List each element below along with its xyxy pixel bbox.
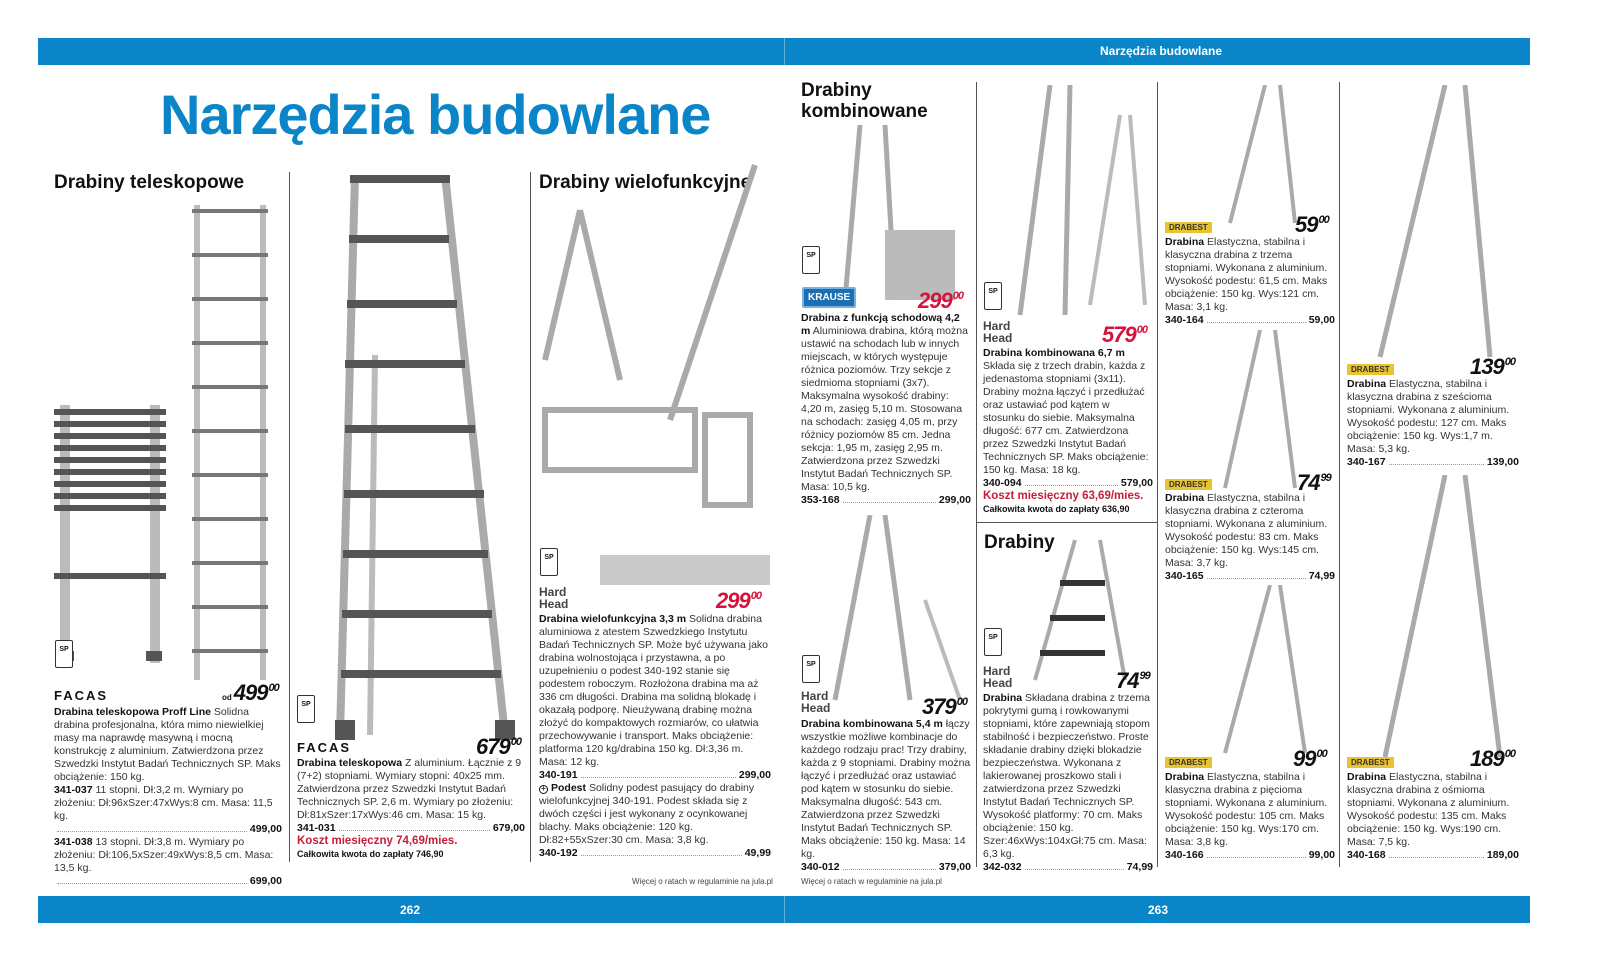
- price-tag: $299^{00}$: [918, 288, 963, 313]
- product-folding-step-ladder: Drabina Składana drabina z trzema pokrytymi gumą i rowkowanymi stopniami, które zapewniają stopom stabilność i bezpieczeństwo. Proste składanie drabiny dzięki blokadzie bezpieczeństwa. Wykonana z lakierowanej proszkowo stali i zatwierdzona przez Szwedzki Instytut Badań Technicznych SP. Wysokość platformy: 70 cm. Maks obciążenie: 150 kg. Szer:46xWys:104xGł:75 cm. Masa: 6,3 kg. 342-032 74,99: [983, 692, 1153, 873]
- header-bar: [38, 38, 1530, 65]
- price-tag: $74^{99}$: [1297, 470, 1331, 495]
- product-name: Drabina teleskopowa Proff Line: [54, 706, 211, 718]
- total-amount: Całkowita kwota do zapłaty 746,90: [297, 849, 444, 859]
- installment-footnote-left: Więcej o ratach w regulaminie na jula.pl: [632, 877, 773, 886]
- brand-logo-drabest: DRABEST: [1165, 757, 1212, 768]
- monthly-rate: Koszt miesięczny 74,69/mies.: [297, 835, 458, 847]
- telescopic-ladder-folded-image: [54, 405, 166, 663]
- section-title-telescopic: Drabiny teleskopowe: [54, 172, 245, 193]
- price-tag: $189^{00}$: [1470, 746, 1515, 771]
- product-name: Drabina: [983, 692, 1023, 704]
- product-name: Drabina z funkcją schodową 4,2 m: [801, 312, 960, 337]
- combination-ladder-54-image: [830, 515, 965, 705]
- sp-certification-icon: SP: [984, 282, 1002, 310]
- product-name: Drabina: [1165, 492, 1205, 504]
- sp-certification-icon: SP: [802, 655, 820, 683]
- product-step-ladder-3: Drabina Elastyczna, stabilna i klasyczna drabina z trzema stopniami. Wykonana z aluminium. Wysokość podestu: 61,5 cm. Maks obciążenie: 150 kg. Wys:121 cm. Masa: 3,1 kg. 340-164 59,00: [1165, 236, 1335, 326]
- price-tag: $679^{00}$: [476, 734, 521, 759]
- product-name: Drabina: [1347, 378, 1387, 390]
- product-combination-ladder-67: Drabina kombinowana 6,7 m Składa się z trzech drabin, każda z jedenastoma stopniami (3x11). Drabiny można łączyć i przedłużać oraz ustawiać pod kątem w stosunku do siebie. Maksymalna długość: 677 cm. Zatwierdzona przez Szwedzki Instytut Badań Technicznych SP. Maks obciążenie: 150 kg. Masa: 18 kg. 340-094 579,00 Koszt miesięczny 63,69/mies. Całkowita kwota do zapłaty 636,90: [983, 347, 1153, 514]
- telescopic-a-frame-ladder-image: [335, 175, 515, 745]
- section-title-multifunction: Drabiny wielofunkcyjne: [539, 172, 752, 193]
- price-tag: $99^{00}$: [1293, 746, 1327, 771]
- price-tag: $579^{00}$: [1102, 322, 1147, 347]
- brand-logo-hardhead: Hard Head: [801, 689, 831, 715]
- brand-logo-krause: KRAUSE: [802, 287, 856, 308]
- step-ladder-4-image: [1220, 330, 1300, 490]
- product-telescopic-proff-line: Drabina teleskopowa Proff Line Solidna drabina profesjonalna, która mimo niewielkiej masy ma naprawdę masywną i mocną konstrukcję z aluminium. Zatwierdzona przez Szwedzki Instytut Badań Technicznych SP. Maks obciążenie: 150 kg. 341-037 11 stopni. Dł:3,2 m. Wymiary po złożeniu: Dł:96xSzer:47xWys:8 cm. Masa: 11,5 kg. 499,00 341-038 13 stopni. Dł:3,8 m. Wymiary po złożeniu: Dł:106,5xSzer:49xWys:8,5 cm. Masa: 13,5 kg. 699,00: [54, 706, 282, 887]
- brand-logo-drabest: DRABEST: [1165, 479, 1212, 490]
- brand-logo-drabest: DRABEST: [1347, 364, 1394, 375]
- sp-certification-icon: SP: [984, 628, 1002, 656]
- brand-logo-drabest: DRABEST: [1347, 757, 1394, 768]
- product-name: Drabina kombinowana 5,4 m: [801, 718, 943, 730]
- column-divider: [1339, 82, 1340, 867]
- step-ladder-8-image: [1380, 475, 1505, 760]
- stair-function-ladder-image: [840, 125, 960, 305]
- page-split: [784, 38, 785, 65]
- section-title-ladders: Drabiny: [984, 532, 1055, 553]
- monthly-rate: Koszt miesięczny 63,69/mies.: [983, 490, 1144, 502]
- header-right-title: Narzędzia budowlane: [1100, 44, 1223, 58]
- product-step-ladder-6: Drabina Elastyczna, stabilna i klasyczna drabina z sześcioma stopniami. Wykonana z aluminium. Wysokość podestu: 127 cm. Maks obciążenie: 150 kg. Wys:1,7 m. Masa: 5,3 kg. 340-167 139,00: [1347, 378, 1519, 468]
- price-tag: $59^{00}$: [1295, 212, 1329, 237]
- product-name: Drabina: [1165, 236, 1205, 248]
- column-divider: [976, 82, 977, 867]
- telescopic-ladder-extended-image: [190, 205, 270, 680]
- column-divider: [530, 172, 531, 862]
- column-divider: [289, 172, 290, 862]
- product-combination-ladder-54: Drabina kombinowana 5,4 m łączy wszystkie możliwe kombinacje do każdego rodzaju prac! Trzy drabiny, każda z 9 stopniami. Drabiny można łączyć i przedłużać oraz ustawiać pod kątem w stosunku do siebie. Maksymalna długość: 543 cm. Zatwierdzona przez Szwedzki Instytut Badań Technicznych SP. Maks obciążenie: 150 kg. Masa: 14 kg. 340-012 379,00: [801, 718, 971, 873]
- column-divider: [1157, 82, 1158, 867]
- product-name: Drabina teleskopowa: [297, 757, 403, 769]
- multifunction-ladder-image: [540, 160, 770, 600]
- brand-logo-hardhead: Hard Head: [983, 319, 1013, 345]
- price-tag: $299^{00}$: [716, 588, 761, 613]
- page-title: Narzędzia budowlane: [160, 83, 711, 146]
- folding-step-ladder-image: [1030, 535, 1130, 685]
- brand-logo-facas: FACAS: [54, 688, 109, 703]
- product-name: Drabina: [1347, 771, 1387, 783]
- page-number-right: 263: [1148, 903, 1169, 917]
- section-title-combination: Drabiny kombinowane: [801, 80, 928, 122]
- combination-ladder-67-image: [1010, 85, 1150, 320]
- total-amount: Całkowita kwota do zapłaty 636,90: [983, 504, 1130, 514]
- product-step-ladder-4: Drabina Elastyczna, stabilna i klasyczna drabina z czteroma stopniami. Wykonana z aluminium. Wysokość podestu: 83 cm. Maks obciążenie: 150 kg. Wys:145 cm. Masa: 3,7 kg. 340-165 74,99: [1165, 492, 1335, 582]
- brand-logo-facas: FACAS: [297, 740, 352, 755]
- plus-icon: +: [539, 785, 548, 794]
- step-ladder-3-image: [1225, 85, 1300, 225]
- product-step-ladder-5: Drabina Elastyczna, stabilna i klasyczna drabina z pięcioma stopniami. Wykonana z aluminium. Wysokość podestu: 105 cm. Maks obciążenie: 150 kg. Wys:170 cm. Masa: 3,8 kg. 340-166 99,00: [1165, 771, 1335, 861]
- step-ladder-6-image: [1375, 85, 1495, 360]
- brand-logo-drabest: DRABEST: [1165, 222, 1212, 233]
- row-divider: [976, 522, 1157, 523]
- sp-certification-icon: SP: [297, 695, 315, 723]
- price-tag: $139^{00}$: [1470, 354, 1515, 379]
- price-tag: $74^{99}$: [1116, 668, 1150, 693]
- product-stair-function-ladder: Drabina z funkcją schodową 4,2 m Aluminiowa drabina, którą można ustawić na schodach lub w innych miejscach, w których występuje różnica poziomów. Trzy sekcje z siedmioma stopniami (3x7). Maksymalna wysokość drabiny: 4,20 m, zasięg 5,10 m. Stosowana na schodach: zasięg 4,05 m, przy różnicy poziomów 85 cm. Jedna sekcja: 1,95 m, zasięg 2,95 m. Zatwierdzona przez Szwedzki Instytut Badań Technicznych SP. Masa: 10,5 kg. 353-168 299,00: [801, 312, 971, 506]
- installment-footnote-right: Więcej o ratach w regulaminie na jula.pl: [801, 877, 942, 886]
- step-ladder-5-image: [1215, 585, 1310, 755]
- product-name: Drabina wielofunkcyjna 3,3 m: [539, 613, 687, 625]
- product-name: Drabina kombinowana 6,7 m: [983, 347, 1125, 359]
- price-tag: $379^{00}$: [922, 694, 967, 719]
- price-tag: $od499^{00}$: [222, 680, 279, 705]
- product-multifunction-ladder: Drabina wielofunkcyjna 3,3 m Solidna drabina aluminiowa z atestem Szwedzkiego Instytutu Badań Technicznych SP. Może być używana jako drabina wolnostojąca i przystawna, a po uzupełnieniu o podest 340-192 stanie się podestem roboczym. Rozłożona drabina ma aż 336 cm długości. Drabina ma solidną blokadę i okazałą podporę. Nieużywaną drabinę można złożyć do kompaktowych rozmiarów, co ułatwia przechowywanie i transport. Maks obciążenie: platforma 120 kg/drabina 150 kg. Dł:3,36 m. Masa: 12 kg. 340-191 299,00 + Podest Solidny podest pasujący do drabiny wielofunkcyjnej 340-191. Podest składa się z dwóch części i jest wykonany z ocynkowanej blachy. Maks obciążenie: 120 kg. Dł:82+55xSzer:30 cm. Masa: 3,8 kg. 340-192 49,99: [539, 613, 771, 859]
- product-name: Drabina: [1165, 771, 1205, 783]
- page-number-left: 262: [400, 903, 421, 917]
- product-step-ladder-8: Drabina Elastyczna, stabilna i klasyczna drabina z ośmioma stopniami. Wykonana z aluminium. Wysokość podestu: 135 cm. Maks obciążenie: 150 kg. Wys:190 cm. Masa: 7,5 kg. 340-168 189,00: [1347, 771, 1519, 861]
- brand-logo-hardhead: Hard Head: [983, 664, 1013, 690]
- brand-logo-hardhead: Hard Head: [539, 585, 569, 611]
- sp-certification-icon: SP: [55, 640, 73, 668]
- sp-certification-icon: SP: [802, 246, 820, 274]
- product-telescopic: Drabina teleskopowa Z aluminium. Łącznie z 9 (7+2) stopniami. Wymiary stopni: 40x25 mm. Zatwierdzona przez Szwedzki Instytut Badań Technicznych SP. 2,6 m. Wymiary po złożeniu: Dł:81xSzer:17xWys:46 cm. Masa: 15 kg. 341-031 679,00 Koszt miesięczny 74,69/mies. Całkowita kwota do zapłaty 746,90: [297, 757, 525, 859]
- footer-bar: [38, 896, 1530, 923]
- page-split: [784, 896, 785, 923]
- sp-certification-icon: SP: [540, 548, 558, 576]
